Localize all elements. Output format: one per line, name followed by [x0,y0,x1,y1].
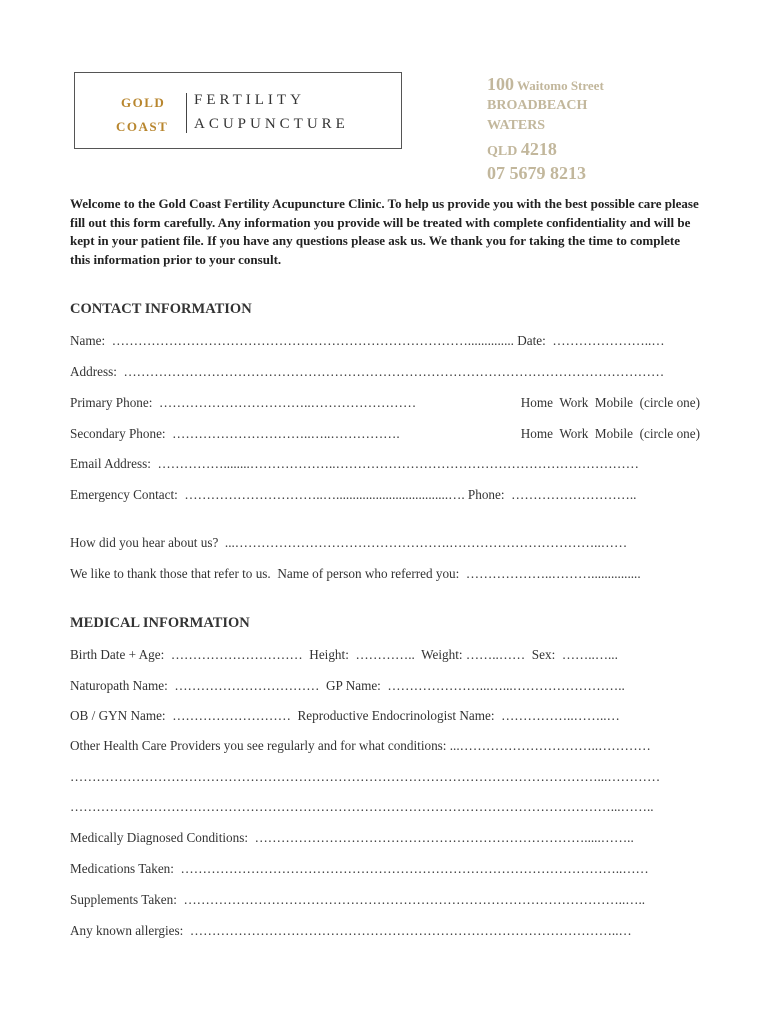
medical-section-title: MEDICAL INFORMATION [70,615,250,631]
emergency-contact-field[interactable] [70,487,700,503]
logo-divider [186,93,187,133]
other-providers-field[interactable] [70,738,700,754]
address-postcode: 4218 [520,139,557,159]
address-label: Address: …………………………………………………………………………………………………………… [70,364,665,379]
emergency-contact-label: Emergency Contact: …………………………..…..................................…. Phone: ……………………….. [70,487,637,502]
email-label: Email Address: ……………........………………..…………………………………………………………… [70,456,639,471]
naturopath-gp-field[interactable] [70,678,700,694]
birth-height-weight-sex-field[interactable] [70,647,700,663]
address-street [487,74,604,95]
secondary-phone-field[interactable] [70,426,700,442]
name-date-label: Name: ……………………………………………………………………….............. Date: …………………..… [70,333,665,348]
clinic-phone: 07 5679 8213 [487,163,586,183]
address-state: QLD [487,144,518,159]
clinic-logo [74,72,402,149]
referrer-label: We like to thank those that refer to us. Name of person who referred you: ………………..………............... [70,566,641,581]
address-state-postcode [487,139,557,160]
logo-acupuncture-text: ACUPUNCTURE [194,116,349,132]
primary-phone-field[interactable] [70,395,700,411]
street-name: Waitomo Street [517,78,604,93]
logo-fertility-text: FERTILITY [194,92,305,108]
primary-phone-type-options[interactable]: Home Work Mobile (circle one) [520,395,700,410]
supplements-field[interactable] [70,892,700,908]
other-providers-line-2[interactable] [70,799,700,815]
intro-paragraph: Welcome to the Gold Coast Fertility Acupuncture Clinic. To help us provide you with the best possible care please fill out this form carefully. Any information you provide will be treated with complete confidentiality and will be kept in your patient file. If you have any questions please ask us. We thank you for taking the time to complete this information prior to your consult. [70,196,699,267]
address-field[interactable] [70,364,700,380]
referrer-field[interactable] [70,566,700,582]
allergies-label: Any known allergies: ……………………………………………………………………………………..… [70,923,632,938]
address-suburb-line1: BROADBEACH [487,98,588,113]
referral-source-field[interactable] [70,535,700,551]
address-suburb-line2: WATERS [487,118,546,133]
supplements-label: Supplements Taken: ………………………………………………………………………………………..….. [70,892,646,907]
email-field[interactable] [70,456,700,472]
secondary-phone-type-options[interactable]: Home Work Mobile (circle one) [520,426,700,441]
blank-line: ……………………………………………………………………………………………………………...…….. [70,799,654,814]
naturopath-gp-label: Naturopath Name: …………………………… GP Name: …………………...…...…………………….. [70,678,625,693]
secondary-phone-label: Secondary Phone: …………………………..…..……………. [70,426,400,441]
diagnosed-conditions-field[interactable] [70,830,700,846]
allergies-field[interactable] [70,923,700,939]
medications-field[interactable] [70,861,700,877]
obgyn-endocrinologist-field[interactable] [70,708,700,724]
contact-section-title: CONTACT INFORMATION [70,301,252,317]
other-providers-label: Other Health Care Providers you see regularly and for what conditions: ...…………………………..………… [70,738,651,753]
blank-line: …………………………………………………………………………………………………………...………… [70,769,661,784]
medications-label: Medications Taken: ………………………………………………………………………………………..…… [70,861,649,876]
obgyn-endocrinologist-label: OB / GYN Name: ……………………… Reproductive Endocrinologist Name: ……………..……..… [70,708,620,723]
birth-height-weight-sex-label: Birth Date + Age: ………………………… Height: ………….. Weight: ……..…… Sex: ……..…... [70,647,618,662]
name-date-field[interactable] [70,333,700,349]
logo-coast-text: COAST [116,119,169,134]
primary-phone-label: Primary Phone: ……………………………..…………………… [70,395,417,410]
diagnosed-conditions-label: Medically Diagnosed Conditions: ………………………………………………………………….....…….. [70,830,634,845]
street-number: 100 [487,74,514,94]
other-providers-line-1[interactable] [70,769,700,785]
referral-source-label: How did you hear about us? ...………………………………………….……………………………..…… [70,535,628,550]
logo-gold-text: GOLD [121,95,166,110]
